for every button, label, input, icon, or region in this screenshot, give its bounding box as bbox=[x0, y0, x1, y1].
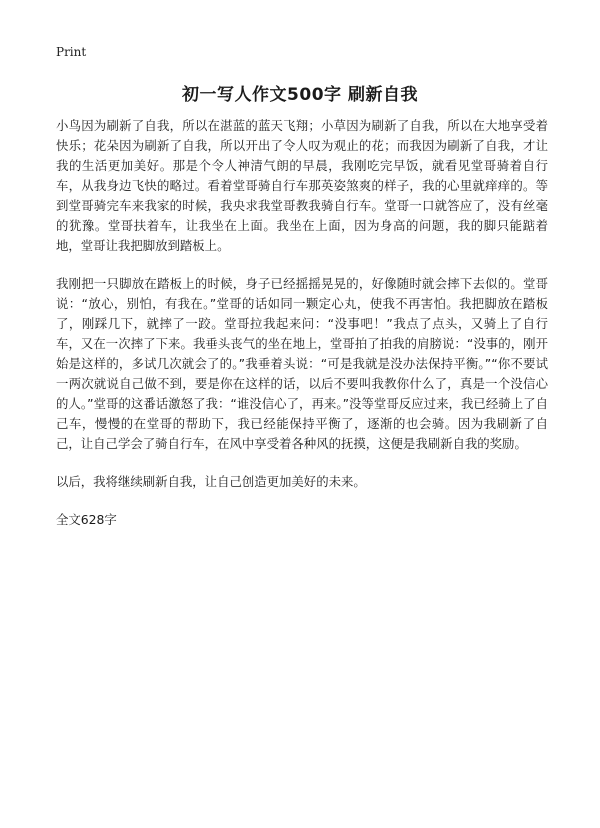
paragraph-1: 小鸟因为刷新了自我，所以在湛蓝的蓝天飞翔；小草因为刷新了自我，所以在大地享受着快乐；花朵因为刷新了自我，所以开出了令人叹为观止的花；而我因为刷新了自我，才让我的生活更加美好。那是个令人神清气朗的早晨，我刚吃完早饭，就看见堂哥骑着自行车，从我身边飞快的略过。看着堂哥骑自行车那英姿煞爽的样子，我的心里就痒痒的。等到堂哥骑完车来我家的时候，我央求我堂哥教我骑自行车。堂哥一口就答应了，没有丝毫的犹豫。堂哥扶着车，让我坐在上面。我坐在上面，因为身高的问题，我的脚只能踮着地，堂哥让我把脚放到踏板上。 bbox=[56, 118, 548, 253]
print-link[interactable]: Print bbox=[56, 45, 87, 59]
paragraph-2: 我刚把一只脚放在踏板上的时候，身子已经摇摇晃晃的，好像随时就会摔下去似的。堂哥说：“放心，别怕，有我在。”堂哥的话如同一颗定心丸，使我不再害怕。我把脚放在踏板了，刚踩几下，就摔了一跤。堂哥拉我起来问：“没事吧！”我点了点头，又骑上了自行车，又在一次摔了下来。我垂头丧气的坐在地上，堂哥拍了拍我的肩膀说：“没事的，刚开始是这样的，多试几次就会了的。”我垂着头说：“可是我就是没办法保持平衡。”“你不要试一两次就说自己做不到，要是你在这样的话，以后不要叫我教你什么了，真是一个没信心的人。”堂哥的这番话激怒了我：“谁没信心了，再来。”没等堂哥反应过来，我已经骑上了自己车，慢慢的在堂哥的帮助下，我已经能保持平衡了，逐渐的也会骑。因为我刷新了自己，让自己学会了骑自行车，在风中享受着各种风的抚摸，这便是我刷新自我的奖励。 bbox=[56, 276, 548, 451]
word-count: 全文628字 bbox=[56, 512, 117, 527]
article-title: 初一写人作文500字 刷新自我 bbox=[182, 85, 418, 105]
article-body bbox=[56, 116, 548, 530]
paragraph-3: 以后，我将继续刷新自我，让自己创造更加美好的未来。 bbox=[56, 474, 366, 489]
